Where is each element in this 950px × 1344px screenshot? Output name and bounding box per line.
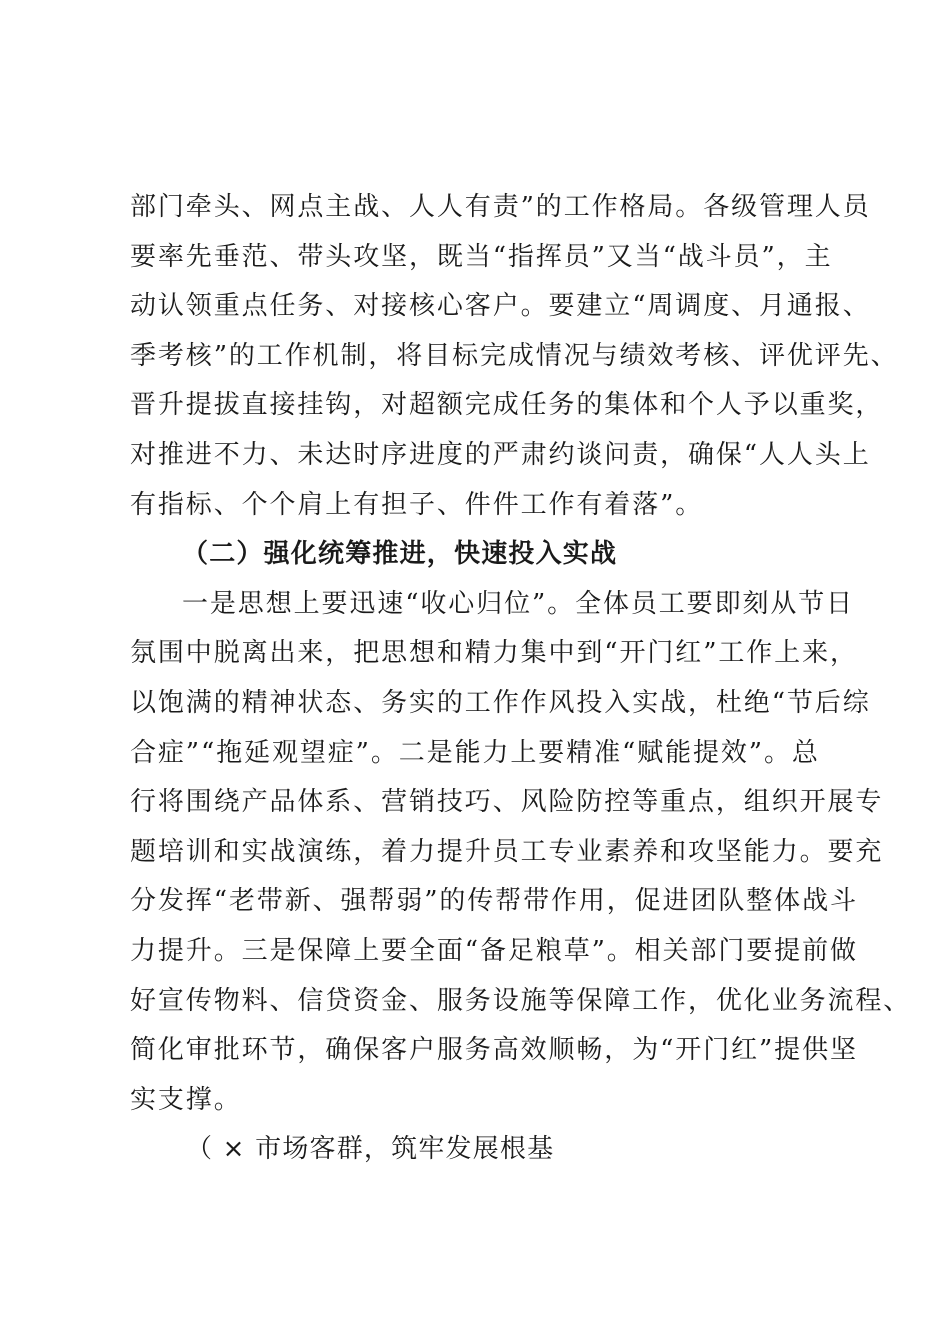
- paragraph-2-line: 分发挥“老带新、强帮弱”的传帮带作用，促进团队整体战斗: [130, 886, 858, 917]
- paragraph-1-line: 有指标、个个肩上有担子、件件工作有着落”。: [130, 489, 704, 520]
- section-heading-3: （ × 市场客群，筑牢发展根基: [186, 1134, 555, 1165]
- paragraph-1-line: 动认领重点任务、对接核心客户。要建立“周调度、月通报、: [130, 291, 871, 322]
- paragraph-1-line: 季考核”的工作机制，将目标完成情况与绩效考核、评优评先、: [130, 340, 899, 371]
- paragraph-2-line: 一是思想上要迅速“收心归位”。全体员工要即刻从节日: [182, 588, 855, 619]
- paragraph-2-line: 行将围绕产品体系、营销技巧、风险防控等重点，组织开展专: [130, 787, 884, 818]
- paragraph-1-line: 晋升提拔直接挂钩，对超额完成任务的集体和个人予以重奖，: [130, 390, 884, 421]
- paragraph-1-line: 部门牵头、网点主战、人人有责”的工作格局。各级管理人员: [130, 192, 871, 222]
- paragraph-2-line: 氛围中脱离出来，把思想和精力集中到“开门红”工作上来，: [130, 638, 858, 669]
- paragraph-2-line: 以饱满的精神状态、务实的工作作风投入实战，杜绝“节后综: [130, 687, 871, 718]
- paragraph-2-line: 简化审批环节，确保客户服务高效顺畅，为“开门红”提供坚: [130, 1035, 858, 1066]
- paragraph-1-line: 对推进不力、未达时序进度的严肃约谈问责，确保“人人头上: [130, 439, 871, 470]
- paragraph-2-line: 实支撑。: [130, 1084, 242, 1115]
- paragraph-2-line: 合症”“拖延观望症”。二是能力上要精准“赋能提效”。总: [130, 737, 820, 768]
- paragraph-2-line: 好宣传物料、信贷资金、服务设施等保障工作，优化业务流程、: [130, 985, 912, 1016]
- document-body: [130, 183, 912, 1175]
- section-heading-2: （二）强化统筹推进，快速投入实战: [182, 539, 618, 570]
- paragraph-2-line: 题培训和实战演练，着力提升员工专业素养和攻坚能力。要充: [130, 836, 884, 867]
- paragraph-1-line: 要率先垂范、带头攻坚，既当“指挥员”又当“战斗员”，主: [130, 241, 833, 272]
- paragraph-2-line: 力提升。三是保障上要全面“备足粮草”。相关部门要提前做: [130, 935, 858, 966]
